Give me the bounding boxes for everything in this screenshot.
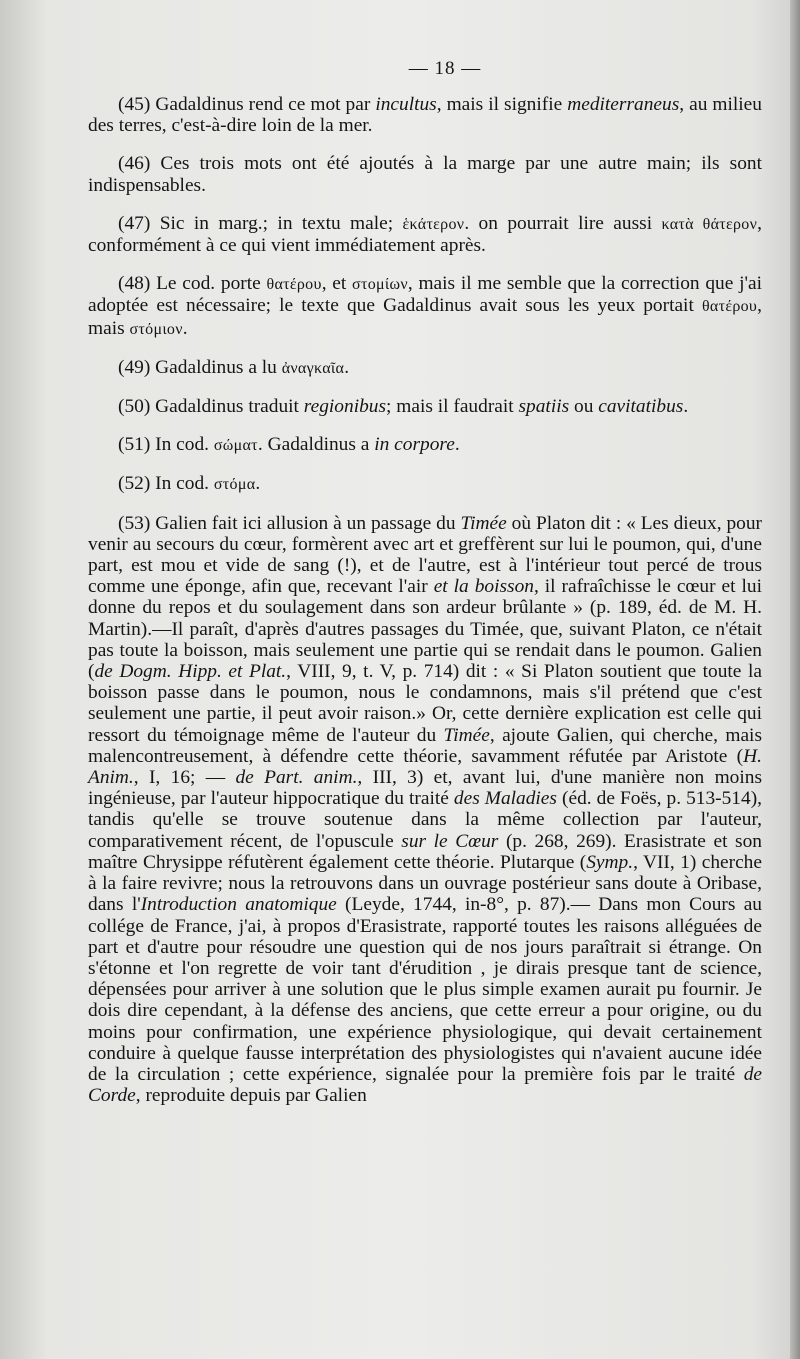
greek-text: στόμα — [213, 476, 256, 494]
footnote-text: . Gadaldinus a — [257, 434, 375, 456]
italic-text: de Corde — [88, 1063, 762, 1107]
footnote-text: . — [454, 434, 460, 456]
page-gutter-shadow — [790, 0, 800, 1359]
footnote — [88, 473, 762, 495]
footnote-text: . — [255, 473, 261, 495]
footnote-text: , mais — [88, 295, 762, 339]
footnote-number: (46) — [118, 153, 151, 175]
footnote-text: , reproduite depuis par Galien — [135, 1085, 367, 1107]
italic-text: Introduction anatomique — [140, 894, 337, 916]
greek-text: θατέρου — [266, 276, 322, 294]
footnote-text: Galien fait ici allusion à un passage du — [150, 512, 461, 534]
footnote-number: (49) — [118, 356, 151, 378]
italic-text: incultus — [375, 94, 437, 115]
footnote-text: (Leyde, 1744, in-8°, p. 87).— Dans mon Cours au collége de France, j'ai, à propos d'Erasistrate, rapporté toutes les raisons alléguées de part et d'autre pour résoudre une question qui de nos jours paraîtrait si étrange. On s'étonne et l'on regrette de voir tant d'érudition , je dirais presque tant de science, dépensées pour arriver à une solution que le plus simple examen aurait pu fournir. Je dois dire cependant, à la défense des anciens, que cette erreur a pour origine, ou du moins pour confirmation, une expérience physiologique, qui devait certainement conduire à quelque fausse interprétation des physiologistes qui n'avaient aucune idée de la circulation ; cette expérience, signalée pour la première fois par le traité — [88, 894, 762, 1085]
greek-text: στόμιον — [129, 320, 183, 338]
footnote — [88, 513, 762, 1107]
footnote-text: . — [182, 317, 188, 339]
italic-text: des Maladies — [453, 788, 557, 810]
page-number: — 18 — — [408, 58, 482, 79]
footnote-number: (50) — [118, 396, 151, 418]
footnote-text: Sic in marg.; in textu male; — [150, 212, 403, 234]
footnote-text: Gadaldinus a lu — [150, 356, 282, 378]
footnote — [88, 434, 762, 456]
footnote-text: . — [344, 356, 350, 378]
footnote-text: . on pourrait lire aussi — [464, 212, 662, 234]
greek-text: ἀναγκαῖα — [281, 359, 345, 377]
footnote-text: , il rafraîchisse le cœur et lui donne du repos et du soulagement dans son ardeur brûlante » (p. 189, éd. de M. H. Martin).—Il paraît, d'après d'autres passages du Timée, que, suivant Platon, ce n'était pas toute la boisson, mais seulement une partie qui se rendait dans le poumon. Galien ( — [88, 576, 762, 683]
greek-text: κατὰ θάτερον — [661, 215, 758, 233]
footnote — [88, 94, 762, 136]
greek-text: θατέρου — [701, 298, 758, 316]
greek-text: σώματ — [213, 437, 258, 455]
footnote-number: (52) — [118, 473, 151, 495]
italic-text: cavitatibus — [598, 396, 684, 418]
footnote-number: (53) — [118, 512, 151, 534]
italic-text: de Dogm. Hipp. et Plat. — [94, 661, 287, 683]
footnote-text: , et — [321, 273, 353, 295]
footnote — [88, 153, 762, 195]
footnote-number: (51) — [118, 434, 151, 456]
footnote-text: , mais il signifie — [436, 94, 568, 115]
italic-text: Timée — [443, 724, 490, 746]
italic-text: in corpore — [374, 434, 455, 456]
italic-text: et la boisson — [433, 576, 534, 598]
italic-text: sur le Cœur — [401, 830, 499, 852]
footnote-text: . — [683, 396, 689, 418]
footnote-text: ; mais il faudrait — [386, 396, 519, 418]
footnote-text: où Platon dit : « Les dieux, pour venir au secours du cœur, formèrent avec art et greffèrent sur lui le poumon, qui, d'une part, est mou et vide de sang (!), et de l'autre, est à l'intérieur tout percé de trous comme une éponge, afin que, recevant l'air — [88, 512, 762, 598]
footnote-text: Gadaldinus traduit — [150, 396, 304, 418]
footnote — [88, 213, 762, 256]
footnote-text: Le cod. porte — [150, 273, 267, 295]
footnote — [88, 273, 762, 340]
italic-text: H. Anim. — [88, 745, 762, 789]
footnotes-list — [88, 94, 762, 1106]
italic-text: Symp. — [586, 851, 634, 873]
footnote-number: (45) — [118, 94, 151, 115]
italic-text: mediterraneus — [567, 94, 680, 115]
footnote-text: , VIII, 9, t. V, p. 714) dit : « Si Platon soutient que toute la boisson passe dans le poumon, nous le condamnons, mais s'il prétend que c'est seulement une partie, il peut avoir raison.» Or, cette dernière explication est celle qui ressort du témoignage même de l'auteur du — [88, 661, 762, 746]
footnote-text: , I, 16; — — [133, 767, 236, 789]
footnote-text: Gadaldinus rend ce mot par — [150, 94, 376, 115]
footnote-text: , III, 3) et, avant lui, d'une manière non moins ingénieuse, par l'auteur hippocratique du traité — [88, 767, 762, 810]
footnote-text: , conformément à ce qui vient immédiatement après. — [88, 212, 762, 257]
footnote-text: (p. 268, 269). Erasistrate et son maître Chrysippe réfutèrent également cette théorie. Plutarque ( — [88, 830, 762, 873]
italic-text: spatiis — [518, 396, 570, 418]
footnote — [88, 357, 762, 379]
footnote-text: ou — [569, 396, 599, 418]
footnote-text: In cod. — [150, 473, 214, 495]
greek-text: ἑκάτερον — [402, 215, 465, 233]
italic-text: Timée — [460, 512, 507, 534]
footnote-number: (48) — [118, 273, 151, 295]
footnote-text: , VII, 1) cherche à la faire revivre; nous la retrouvons dans un ouvrage postérieur sans doute à Oribase, dans l' — [88, 851, 762, 916]
footnote-text: Ces trois mots ont été ajoutés à la marge par une autre main; ils sont indispensables. — [88, 153, 762, 196]
footnote-text: In cod. — [150, 434, 214, 456]
footnote-text: (éd. de Foës, p. 513-514), tandis qu'elle se trouve soutenue dans la même collection par l'auteur, comparativement récent, de l'opuscule — [88, 788, 763, 852]
footnote-text: , au milieu des terres, c'est-à-dire loin de la mer. — [88, 94, 762, 137]
footnote-text: , ajoute Galien, qui cherche, mais malencontreusement, à défendre cette théorie, savamment réfutée par Aristote ( — [88, 724, 762, 767]
footnote — [88, 396, 762, 417]
italic-text: de Part. anim. — [235, 767, 358, 789]
greek-text: στομίων — [352, 276, 408, 294]
footnote-text: , mais il me semble que la correction que j'ai adoptée est nécessaire; le texte que Gadaldinus avait sous les yeux portait — [88, 273, 762, 317]
footnote-number: (47) — [118, 212, 151, 234]
italic-text: regionibus — [303, 396, 387, 418]
